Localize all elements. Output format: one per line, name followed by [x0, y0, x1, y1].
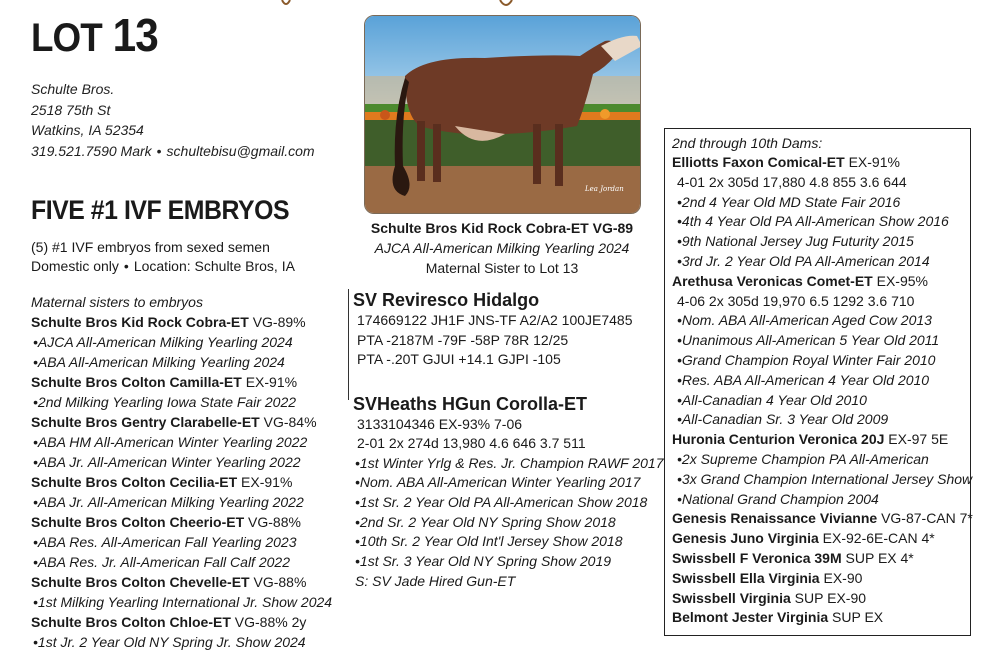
sister-score: VG-88% 2y	[230, 614, 307, 630]
sister-award: •1st Milking Yearling International Jr. Show 2024	[33, 594, 333, 610]
consignor-email[interactable]: schultebisu@gmail.com	[166, 142, 315, 159]
sire-name: SV Reviresco Hidalgo	[353, 290, 540, 310]
sister-name: Schulte Bros Colton Cheerio-ET	[31, 514, 245, 530]
sister-award: •1st Jr. 2 Year Old NY Spring Jr. Show 2024	[33, 634, 306, 650]
ancestor-dam-entry	[672, 569, 970, 589]
ancestor-dam-award: •National Grand Champion 2004	[677, 490, 879, 507]
dam-award: •10th Sr. 2 Year Old Int'l Jersey Show 2018	[355, 533, 623, 550]
consignor-contact: 319.521.7590 Mark • schultebisu@gmail.com	[31, 142, 315, 159]
ancestor-dam-entry	[672, 430, 970, 450]
dam-line: 2-01 2x 274d 13,980 4.6 646 3.7 511	[357, 435, 586, 451]
dams-box	[664, 128, 971, 636]
sister-score: VG-84%	[259, 414, 317, 430]
offering-line2: Domestic only • Location: Schulte Bros, IA	[31, 258, 295, 274]
ancestor-dam-name: Swissbell Ella Virginia	[672, 569, 820, 586]
ancestor-dam-entry	[672, 529, 970, 549]
dam-name: SVHeaths HGun Corolla-ET	[353, 393, 588, 414]
ancestor-dam-name: Belmont Jester Virginia	[672, 609, 829, 626]
caption-note: Maternal Sister to Lot 13	[425, 260, 579, 276]
caption-award: AJCA All-American Milking Yearling 2024	[374, 240, 630, 256]
sister-award: •ABA Jr. All-American Winter Yearling 2022	[33, 454, 301, 470]
ancestor-dam-award: •Unanimous All-American 5 Year Old 2011	[677, 332, 940, 349]
ancestor-dam-score: EX-90	[819, 569, 863, 586]
dam-award: •1st Winter Yrlg & Res. Jr. Champion RAWF 2017	[355, 454, 664, 471]
sister-entry	[31, 312, 351, 332]
offering-domestic: Domestic only	[31, 258, 119, 274]
dam-award: •1st Sr. 2 Year Old PA All-American Show 2018	[355, 493, 648, 510]
dams-heading: 2nd through 10th Dams:	[672, 135, 823, 151]
consignor-city: Watkins, IA 52354	[31, 122, 144, 138]
sister-entry	[31, 472, 351, 492]
ancestor-dam-name: Elliotts Faxon Comical-ET	[672, 154, 845, 170]
sister-name: Schulte Bros Colton Cecilia-ET	[31, 474, 238, 490]
ancestor-dam-award: •All-Canadian 4 Year Old 2010	[677, 391, 867, 408]
ancestor-dam-entry	[672, 608, 970, 628]
consignor-street: 2518 75th St	[31, 101, 111, 118]
sister-entry	[31, 512, 351, 532]
ancestor-dam-entry	[672, 589, 970, 609]
ancestor-dam-name: Huronia Centurion Veronica 20J	[672, 431, 885, 448]
ancestor-dam-award: •9th National Jersey Jug Futurity 2015	[677, 233, 914, 250]
sister-entry	[31, 412, 351, 432]
cow-photo	[364, 15, 641, 214]
ancestor-dam-award: •All-Canadian Sr. 3 Year Old 2009	[677, 411, 889, 428]
ancestor-dam-award: •3rd Jr. 2 Year Old PA All-American 2014	[677, 252, 930, 269]
dams-list	[672, 153, 973, 628]
dam-line: 3133104346 EX-93% 7-06	[357, 415, 523, 432]
sister-entry	[31, 612, 351, 632]
sire-line: 174669122 JH1F JNS-TF A2/A2 100JE7485	[357, 312, 633, 328]
ancestor-dam-record: 4-01 2x 305d 17,880 4.8 855 3.6 644	[677, 173, 907, 190]
lot-number: 13	[112, 9, 158, 61]
consignor-name: Schulte Bros.	[31, 81, 115, 97]
dam-details	[348, 415, 664, 454]
ancestor-dam-award: •3x Grand Champion International Jersey Show	[677, 470, 973, 487]
sister-name: Schulte Bros Colton Camilla-ET	[31, 374, 242, 390]
sister-score: EX-91%	[241, 374, 298, 390]
sister-award: •2nd Milking Yearling Iowa State Fair 2022	[33, 394, 297, 410]
ancestor-dam-name: Arethusa Veronicas Comet-ET	[672, 272, 873, 289]
offering-title: FIVE #1 IVF EMBRYOS	[31, 195, 290, 225]
sister-award: •ABA HM All-American Winter Yearling 2022	[33, 434, 308, 450]
consignor-phone: 319.521.7590 Mark	[31, 142, 152, 159]
maternal-heading: Maternal sisters to embryos	[31, 294, 203, 310]
dam-sire-line: S: SV Jade Hired Gun-ET	[355, 572, 516, 589]
dam-awards	[348, 454, 664, 572]
dam-award: •Nom. ABA All-American Winter Yearling 2017	[355, 474, 641, 491]
ancestor-dam-name: Swissbell F Veronica 39M	[672, 549, 842, 566]
sire-line: PTA -2187M -79F -58P 78R 12/25	[357, 331, 569, 348]
cow-photo-image	[365, 16, 641, 214]
ancestor-dam-award: •2nd 4 Year Old MD State Fair 2016	[677, 193, 901, 210]
sire-divider	[348, 289, 349, 400]
ancestor-dam-name: Swissbell Virginia	[672, 589, 791, 606]
maternal-sisters-list	[31, 312, 351, 651]
sister-name: Schulte Bros Colton Chloe-ET	[31, 614, 231, 630]
ancestor-dam-entry	[672, 549, 970, 569]
lot-prefix: LOT	[31, 16, 102, 60]
ancestor-dam-record: 4-06 2x 305d 19,970 6.5 1292 3.6 710	[677, 292, 915, 309]
ancestor-dam-award: •Grand Champion Royal Winter Fair 2010	[677, 351, 936, 368]
left-column	[31, 10, 351, 651]
ancestor-dam-name: Genesis Renaissance Vivianne	[672, 510, 878, 527]
ancestor-dam-award: •2x Supreme Champion PA All-American	[677, 450, 929, 467]
ancestor-dam-entry	[672, 509, 973, 529]
ancestor-dam-score: EX-95%	[872, 272, 928, 289]
sire-details	[348, 311, 664, 370]
ancestor-dam-score: EX-97 5E	[884, 431, 949, 448]
ancestor-dam-score: EX-91%	[844, 154, 900, 170]
consignor-address	[31, 79, 351, 161]
offering-location: Location: Schulte Bros, IA	[133, 258, 295, 274]
sister-award: •ABA All-American Milking Yearling 2024	[33, 354, 285, 370]
sister-award: •AJCA All-American Milking Yearling 2024	[33, 334, 293, 350]
caption-name: Schulte Bros Kid Rock Cobra-ET VG-89	[370, 220, 634, 236]
ancestor-dam-score: SUP EX 4*	[841, 549, 914, 566]
sister-award: •ABA Res. Jr. All-American Fall Calf 2022	[33, 554, 290, 570]
photographer-credit: Lea Jordan	[585, 185, 624, 193]
ancestor-dam-award: •Nom. ABA All-American Aged Cow 2013	[677, 312, 932, 329]
sister-score: VG-89%	[248, 314, 306, 330]
sister-score: EX-91%	[237, 474, 293, 490]
sister-entry	[31, 572, 351, 592]
ancestor-dam-award: •Res. ABA All-American 4 Year Old 2010	[677, 371, 930, 388]
sister-entry	[31, 372, 351, 392]
sister-score: VG-88%	[249, 574, 307, 590]
ancestor-dam-entry	[672, 153, 970, 173]
photo-caption	[352, 218, 652, 278]
sister-name: Schulte Bros Colton Chevelle-ET	[31, 574, 250, 590]
ancestor-dam-award: •4th 4 Year Old PA All-American Show 2016	[677, 213, 949, 230]
lot-title	[31, 10, 325, 63]
pedigree-block	[348, 289, 664, 591]
sister-award: •ABA Res. All-American Fall Yearling 2023	[33, 534, 297, 550]
dam-award: •1st Sr. 3 Year Old NY Spring Show 2019	[355, 553, 612, 570]
ancestor-dam-name: Genesis Juno Virginia	[672, 530, 819, 547]
sister-award: •ABA Jr. All-American Milking Yearling 2022	[33, 494, 304, 510]
sister-name: Schulte Bros Kid Rock Cobra-ET	[31, 314, 249, 330]
ancestor-dam-entry	[672, 272, 970, 292]
ancestor-dam-score: SUP EX	[828, 609, 884, 626]
sister-name: Schulte Bros Gentry Clarabelle-ET	[31, 414, 260, 430]
offering-description	[31, 238, 351, 276]
ancestor-dam-score: VG-87-CAN 7*	[877, 510, 973, 527]
sister-score: VG-88%	[244, 514, 301, 530]
ancestor-dam-score: EX-92-6E-CAN 4*	[818, 530, 935, 547]
dam-award: •2nd Sr. 2 Year Old NY Spring Show 2018	[355, 513, 616, 530]
sire-line: PTA -.20T GJUI +14.1 GJPI -105	[357, 351, 561, 367]
ancestor-dam-score: SUP EX-90	[790, 589, 867, 606]
offering-line1: (5) #1 IVF embryos from sexed semen	[31, 239, 270, 255]
